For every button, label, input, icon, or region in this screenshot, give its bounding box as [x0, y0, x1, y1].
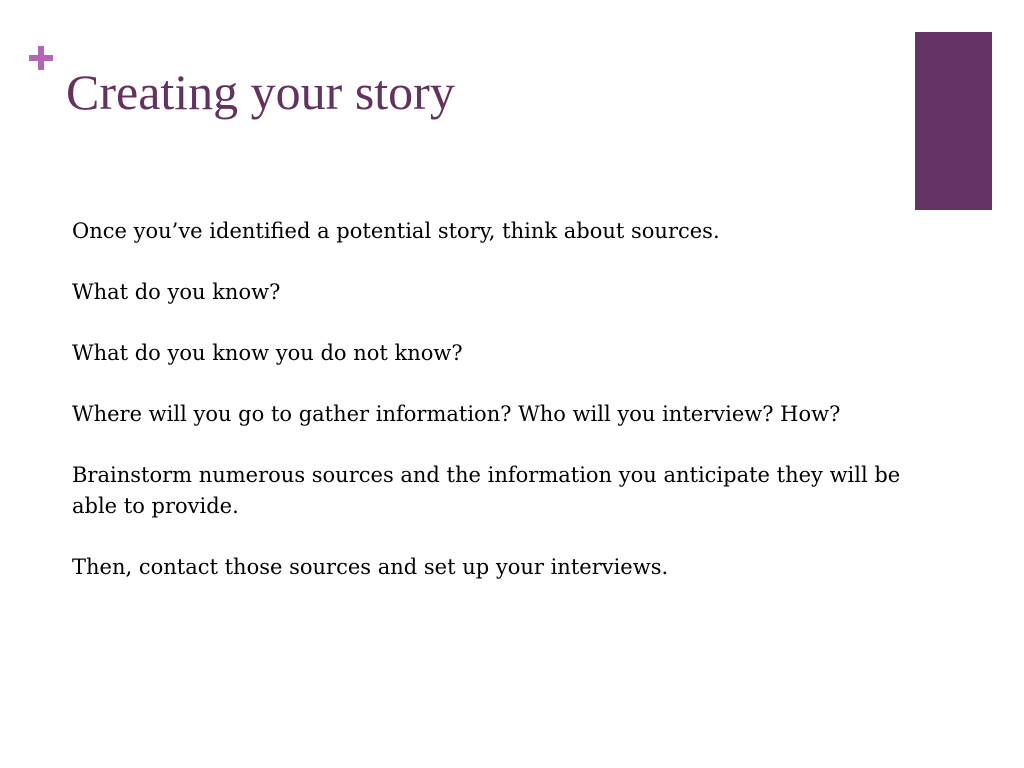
slide-body [72, 216, 952, 583]
paragraph-brainstorm-sources: Brainstorm numerous sources and the information you anticipate they will be able to provide. [72, 463, 901, 518]
paragraph-what-you-know: What do you know? [72, 280, 281, 304]
slide-title: Creating your story [66, 64, 455, 120]
paragraph-gather-information: Where will you go to gather information? Who will you interview? How? [72, 402, 841, 426]
plus-icon [27, 44, 55, 72]
paragraph-sources: Once you’ve identified a potential story, think about sources. [72, 219, 720, 243]
paragraph-contact-sources: Then, contact those sources and set up your interviews. [72, 555, 669, 579]
paragraph-what-you-do-not-know: What do you know you do not know? [72, 341, 463, 365]
accent-bar [915, 32, 992, 210]
